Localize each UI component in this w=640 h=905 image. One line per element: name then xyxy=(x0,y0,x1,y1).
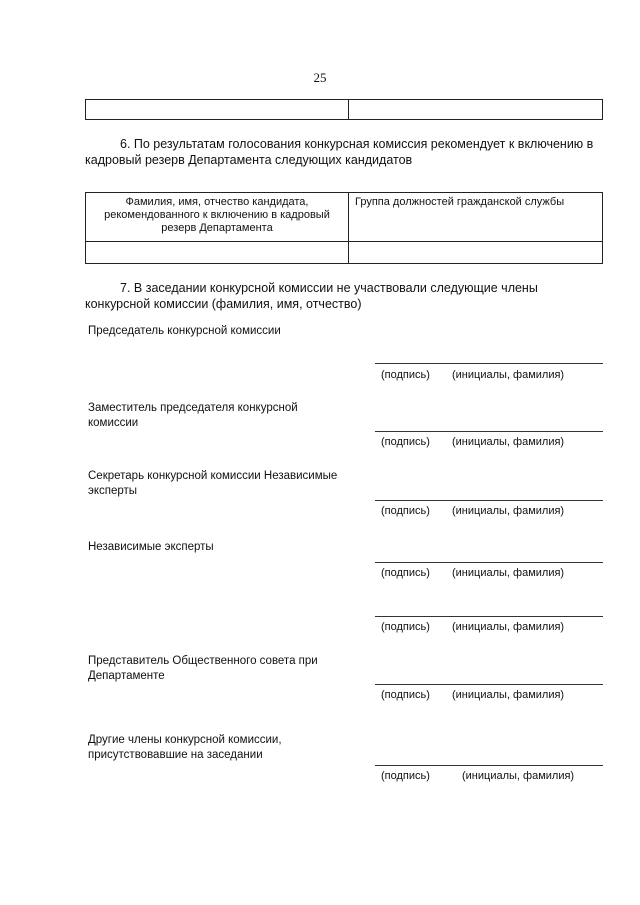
candidate-name-cell xyxy=(86,242,349,264)
signature-caption: (подпись) xyxy=(381,689,430,701)
signature-caption: (подпись) xyxy=(381,621,430,633)
name-caption: (инициалы, фамилия) xyxy=(452,621,565,633)
section-7-line-2: конкурсной комиссии (фамилия, имя, отчество) xyxy=(85,297,362,311)
section-7-line-1: 7. В заседании конкурсной комиссии не участвовали следующие члены xyxy=(120,281,538,295)
role-chair: Председатель конкурсной комиссии xyxy=(88,325,281,337)
role-secretary: Секретарь конкурсной комиссии Независимые эксперты xyxy=(88,470,338,497)
signature-caption: (подпись) xyxy=(381,369,430,381)
role-independent-experts: Независимые эксперты xyxy=(88,541,214,553)
signature-caption: (подпись) xyxy=(381,505,430,517)
section-6-line-2: кадровый резерв Департамента следующих кандидатов xyxy=(85,153,413,167)
position-group-cell xyxy=(349,242,603,264)
reserve-candidates-table xyxy=(85,192,603,264)
name-caption: (инициалы, фамилия) xyxy=(452,567,565,579)
signature-caption: (подпись) xyxy=(381,770,430,782)
signature-line-public-council xyxy=(375,684,603,685)
continuation-table xyxy=(85,99,603,120)
role-deputy-chair: Заместитель председателя конкурсной комиссии xyxy=(88,402,298,429)
signature-line-chair xyxy=(375,363,603,364)
role-other-members: Другие члены конкурсной комиссии, присутствовавшие на заседании xyxy=(88,734,282,761)
signature-caption: (подпись) xyxy=(381,436,430,448)
name-caption: (инициалы, фамилия) xyxy=(452,505,565,517)
continuation-cell-1 xyxy=(86,100,349,120)
signature-line-deputy-chair xyxy=(375,431,603,432)
name-caption: (инициалы, фамилия) xyxy=(462,770,575,782)
section-7-text xyxy=(85,280,605,312)
role-public-council: Представитель Общественного совета при Департаменте xyxy=(88,655,318,682)
header-candidate-name: Фамилия, имя, отчество кандидата, рекомендованного к включению в кадровый резерв Департамента xyxy=(86,193,349,242)
page-number: 25 xyxy=(313,70,327,85)
section-6-line-1: 6. По результатам голосования конкурсная комиссия рекомендует к включению в xyxy=(120,137,594,151)
signature-line-expert-2 xyxy=(375,616,603,617)
name-caption: (инициалы, фамилия) xyxy=(452,689,565,701)
continuation-cell-2 xyxy=(349,100,603,120)
signature-line-secretary xyxy=(375,500,603,501)
signature-line-other-members xyxy=(375,765,603,766)
signature-caption: (подпись) xyxy=(381,567,430,579)
name-caption: (инициалы, фамилия) xyxy=(452,436,565,448)
section-6-text xyxy=(85,136,605,168)
header-position-group: Группа должностей гражданской службы xyxy=(349,193,603,242)
signature-line-expert-1 xyxy=(375,562,603,563)
name-caption: (инициалы, фамилия) xyxy=(452,369,565,381)
